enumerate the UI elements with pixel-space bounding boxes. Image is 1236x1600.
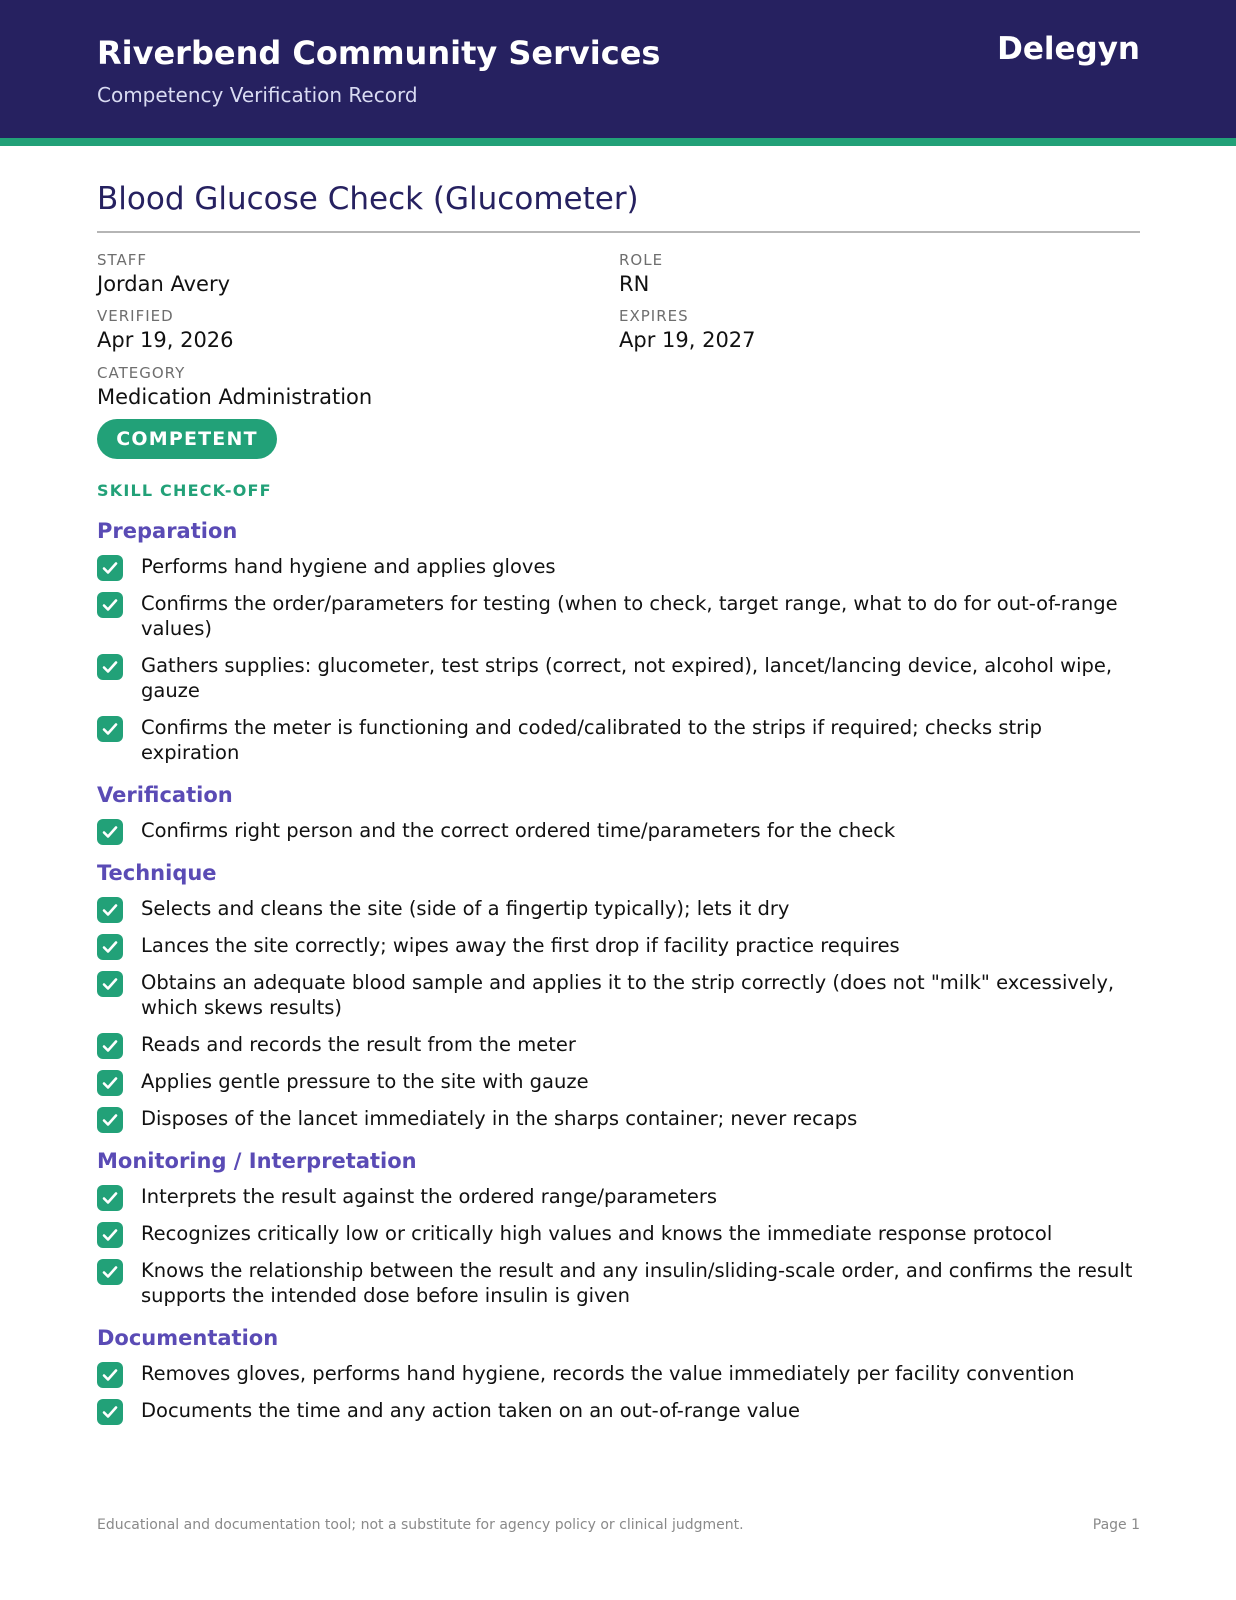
checklist-item — [97, 1361, 1140, 1386]
checklist-section — [97, 1146, 1140, 1308]
checklist-item — [97, 896, 1140, 921]
section-title: Documentation — [97, 1326, 279, 1350]
checklist-item — [97, 715, 1140, 765]
checkmark-icon — [97, 819, 123, 845]
checklist-item-text: Lances the site correctly; wipes away the first drop if facility practice requires — [141, 934, 900, 957]
checklist-item-text: Disposes of the lancet immediately in the sharps container; never recaps — [141, 1107, 858, 1130]
checklist-item — [97, 818, 1140, 843]
checklist-section — [97, 516, 1140, 765]
checkmark-icon — [97, 592, 123, 618]
checkmark-icon — [97, 555, 123, 581]
checkmark-icon — [97, 971, 123, 997]
skill-checkoff-heading: SKILL CHECK-OFF — [97, 481, 272, 500]
document-type: Competency Verification Record — [97, 83, 418, 107]
verified-date: Apr 19, 2026 — [97, 328, 234, 352]
title-divider — [97, 231, 1140, 233]
checklist-section — [97, 858, 1140, 1131]
checklist-item — [97, 1032, 1140, 1057]
checklist-item-text: Obtains an adequate blood sample and applies it to the strip correctly (does not "milk" excessively, which skews results) — [141, 971, 1115, 1019]
checklist-item-text: Performs hand hygiene and applies gloves — [141, 555, 556, 578]
meta-label: STAFF — [97, 251, 148, 269]
checklist-section — [97, 1323, 1140, 1423]
meta-label: CATEGORY — [97, 364, 186, 382]
checklist-sections — [97, 516, 1140, 1435]
checklist-items — [97, 818, 1140, 843]
checklist-items — [97, 1361, 1140, 1423]
checklist-item — [97, 1184, 1140, 1209]
checklist-item — [97, 1258, 1140, 1308]
checkmark-icon — [97, 1362, 123, 1388]
checklist-item — [97, 970, 1140, 1020]
checklist-item-text: Documents the time and any action taken on an out-of-range value — [141, 1399, 800, 1422]
checkmark-icon — [97, 1399, 123, 1425]
page-header — [0, 0, 1236, 146]
brand-logo: Delegyn — [997, 31, 1140, 67]
record-meta — [97, 250, 1140, 410]
checklist-item-text: Recognizes critically low or critically high values and knows the immediate response protocol — [141, 1222, 1053, 1245]
staff-name: Jordan Avery — [97, 272, 231, 296]
checklist-item-text: Reads and records the result from the meter — [141, 1033, 576, 1056]
checklist-item — [97, 1069, 1140, 1094]
checklist-item — [97, 1221, 1140, 1246]
checklist-item — [97, 653, 1140, 703]
checklist-item — [97, 1106, 1140, 1131]
section-title: Monitoring / Interpretation — [97, 1149, 417, 1173]
checkmark-icon — [97, 1107, 123, 1133]
checkmark-icon — [97, 1185, 123, 1211]
checklist-item-text: Removes gloves, performs hand hygiene, records the value immediately per facility convention — [141, 1362, 1075, 1385]
checkmark-icon — [97, 1070, 123, 1096]
checklist-item-text: Applies gentle pressure to the site with gauze — [141, 1070, 589, 1093]
checklist-item-text: Knows the relationship between the result and any insulin/sliding-scale order, and confirms the result supports the intended dose before insulin is given — [141, 1259, 1133, 1307]
staff-role: RN — [619, 272, 650, 296]
checkmark-icon — [97, 1033, 123, 1059]
organization-name: Riverbend Community Services — [97, 34, 661, 72]
meta-verified — [97, 306, 597, 354]
checkmark-icon — [97, 934, 123, 960]
checkmark-icon — [97, 654, 123, 680]
checklist-item-text: Selects and cleans the site (side of a fingertip typically); lets it dry — [141, 897, 790, 920]
checklist-item-text: Confirms the meter is functioning and coded/calibrated to the strips if required; checks strip expiration — [141, 716, 1042, 764]
checklist-items — [97, 554, 1140, 765]
meta-expires — [619, 306, 1119, 354]
expiry-date: Apr 19, 2027 — [619, 328, 756, 352]
meta-staff — [97, 250, 597, 298]
section-title: Verification — [97, 783, 233, 807]
checklist-items — [97, 896, 1140, 1131]
page-title: Blood Glucose Check (Glucometer) — [97, 181, 639, 217]
checklist-items — [97, 1184, 1140, 1308]
checklist-item — [97, 554, 1140, 579]
checklist-item-text: Confirms the order/parameters for testing (when to check, target range, what to do for out-of-range values) — [141, 592, 1118, 640]
checkmark-icon — [97, 897, 123, 923]
checklist-item — [97, 1398, 1140, 1423]
page-number: Page 1 — [1092, 1517, 1140, 1533]
category-value: Medication Administration — [97, 385, 373, 409]
section-title: Technique — [97, 861, 217, 885]
meta-role — [619, 250, 1119, 298]
footer-disclaimer: Educational and documentation tool; not a substitute for agency policy or clinical judgment. — [97, 1517, 744, 1533]
checklist-item — [97, 933, 1140, 958]
meta-label: EXPIRES — [619, 307, 689, 325]
checklist-item-text: Confirms right person and the correct ordered time/parameters for the check — [141, 819, 896, 842]
meta-label: ROLE — [619, 251, 664, 269]
checklist-item — [97, 591, 1140, 641]
meta-category — [97, 363, 597, 411]
meta-label: VERIFIED — [97, 307, 174, 325]
checklist-section — [97, 780, 1140, 843]
status-badge: COMPETENT — [97, 419, 277, 459]
section-title: Preparation — [97, 519, 238, 543]
checkmark-icon — [97, 1222, 123, 1248]
checkmark-icon — [97, 1259, 123, 1285]
checklist-item-text: Gathers supplies: glucometer, test strips (correct, not expired), lancet/lancing device, alcohol wipe, gauze — [141, 654, 1113, 702]
checklist-item-text: Interprets the result against the ordered range/parameters — [141, 1185, 718, 1208]
checkmark-icon — [97, 716, 123, 742]
